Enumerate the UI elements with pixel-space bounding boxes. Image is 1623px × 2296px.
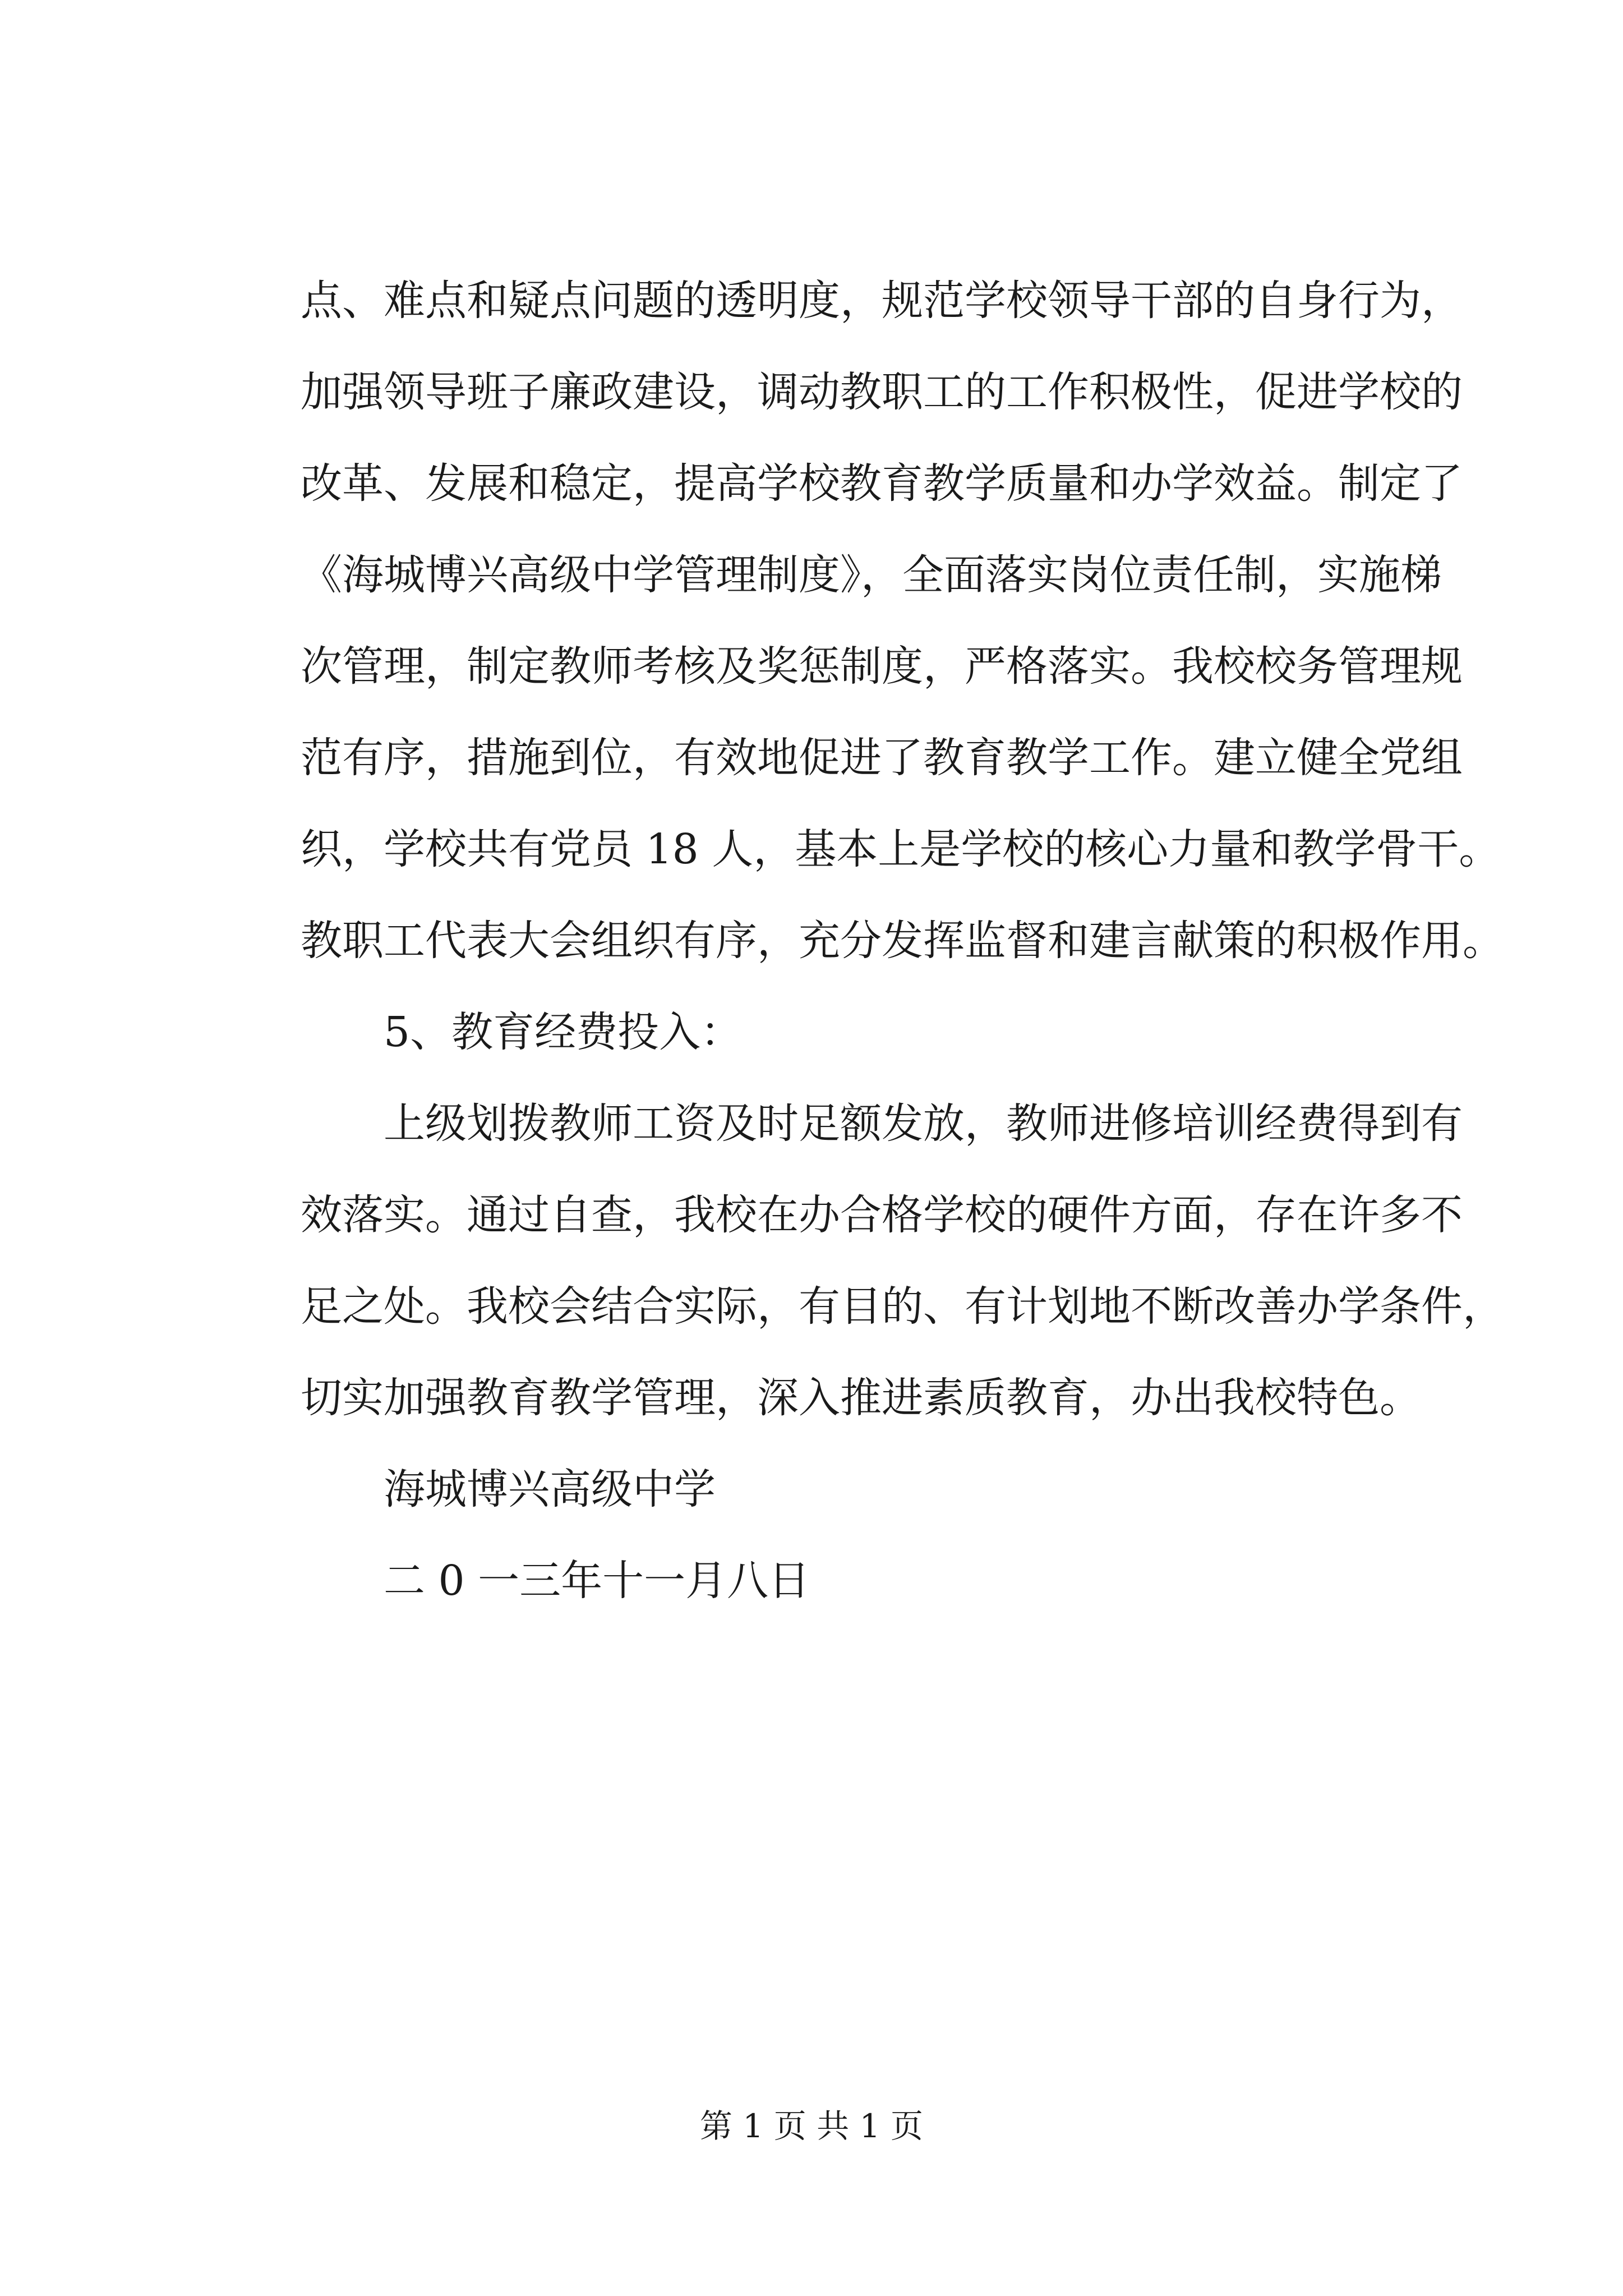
paragraph-line: 点、难点和疑点问题的透明度，规范学校领导干部的自身行为， [301, 277, 1463, 325]
signature-organization: 海城博兴高级中学 [384, 1465, 716, 1513]
paragraph-line: 教职工代表大会组织有序，充分发挥监督和建言献策的积极作用。 [301, 917, 1504, 965]
page-footer [0, 2104, 1623, 2148]
paragraph-line: 改革、发展和稳定，提高学校教育教学质量和办学效益。制定了 [301, 459, 1463, 508]
paragraph-line: 上级划拨教师工资及时足额发放，教师进修培训经费得到有 [384, 1099, 1463, 1148]
paragraph-line: 效落实。通过自查，我校在办合格学校的硬件方面，存在许多不 [301, 1191, 1463, 1239]
paragraph-line: 范有序，措施到位，有效地促进了教育教学工作。建立健全党组 [301, 734, 1463, 782]
signature-date: 二 0 一三年十一月八日 [384, 1557, 810, 1605]
paragraph-line: 织，学校共有党员 18 人，基本上是学校的核心力量和教学骨干。 [301, 825, 1501, 873]
paragraph-line: 《海城博兴高级中学管理制度》，全面落实岗位责任制，实施梯 [301, 551, 1442, 599]
paragraph-line: 次管理，制定教师考核及奖惩制度，严格落实。我校校务管理规 [301, 642, 1463, 691]
section-heading: 5、教育经费投入： [384, 1008, 743, 1056]
page-number: 第 1 页 共 1 页 [700, 2107, 923, 2145]
paragraph-line: 加强领导班子廉政建设，调动教职工的工作积极性，促进学校的 [301, 368, 1463, 416]
document-body [301, 255, 1504, 1627]
paragraph-line: 足之处。我校会结合实际，有目的、有计划地不断改善办学条件， [301, 1282, 1504, 1331]
paragraph-line: 切实加强教育教学管理，深入推进素质教育，办出我校特色。 [301, 1374, 1421, 1422]
